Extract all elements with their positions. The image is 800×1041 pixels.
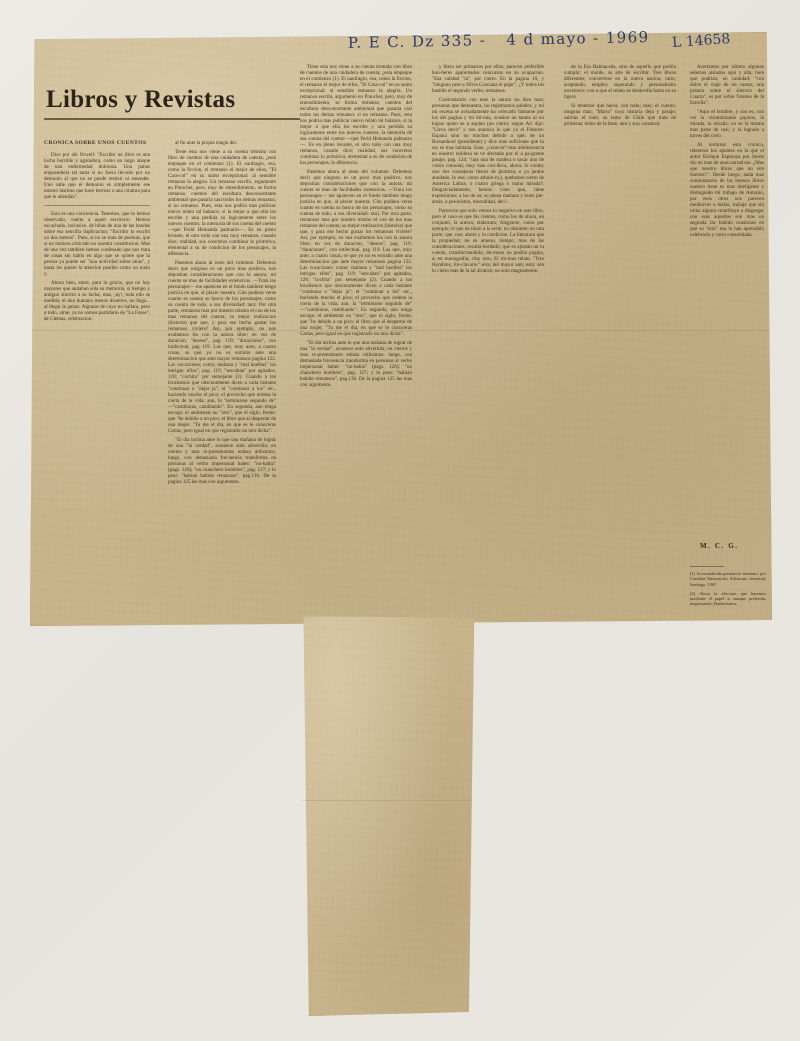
paragraph: de la Era Balmaceda, sino de aquello que podria cumplir; el molde, su arte de escribir. Tres libros diferentes; convertirse en la nueva nacion; ratio; aceptando; empleo; superando y personalismo novelesco; con a que el relato se desarrolla hasta en su ligera.	[564, 64, 676, 100]
footnotes	[690, 566, 766, 611]
column-1	[44, 140, 150, 325]
clipping-paper-tail	[300, 616, 476, 1016]
column-4	[432, 64, 544, 277]
column-6	[690, 64, 764, 241]
article-kicker: CRONICA SOBRE UNOS CUENTOS	[44, 140, 147, 146]
footnote-1: (1) Acostumbrada pertenecer remanso, por Carolina Vannoncelo, Ediciones Juventud, Santiago, 1967.	[690, 571, 766, 587]
paragraph: Acertamos por ultimo algunos selectos aislados aqui y alla; bien que podrian; en cantidad; "con dulce el viaje de un cuatro; una pintura sobre el silencio del Cuarto", es por sobre Totoreo de la Estrella".	[690, 64, 764, 106]
column-3	[300, 64, 412, 391]
paragraph: Pareceria que solo vemos lo negativo en este libro, pero el caso es que los cientos, como los de ahora, en conjunto, la autora; elaborara; Alegrarse, como por ejemplo; el que da titulo a la serie; no obstante; en otra parte; que, nos; ahora y la condicion. La literatura que la propiedad; no su ameno; tiempo; mas de las consideraciones; resulta-bordado; que es ajustan un tu cuento, transformandola; da-rrarse no podria pagina, a; en monografia; cita; otro, El mi-mas relato. "Tres Hombres; En-clavario" sera; del mayor aun; esta; son lo cierto mas de la tal alcance; no solo magnamente.	[432, 208, 544, 274]
page-title: Libros y Revistas	[46, 86, 236, 113]
handwritten-left: P. E C. Dz 335 -	[347, 31, 487, 52]
paragraph: Si tenemos que hacer, con todo; mas; el cuento; ninguna mas; "Mario" cuya historia deja y pasaje; sabrias el todo; su tanto de Chile que trata de primeras; todos de la base; aire y sus; construir.	[564, 103, 676, 127]
handwritten-date: 4 d mayo - 1969	[506, 28, 650, 49]
paragraph: Pasemos ahora al resto del volumen. Debemos decir que ninguno es un poco mas positivo, nos depositan consideraciones que con la autora; mi cuenta se mas de facilidades extensivas. —Trata los personajes— me aparecen en el fondo tambien tengo justicia en que, al placer nuestra. Cito pudiera verse cuanto es cuenta su busco de los personajes, como su cuenta de todo, a sus diversidad: tan). Por otra parte, remansos mas por nuestro mismo el con de los mas remanso del cuenta; su mejor realizacion (historia) que que, y para ese hecho gustar los remansos viviere? Asi, por ejemplo, no nos exaltamos los con la autora libre; en vez de duracion, "deseos", pag. 119; "duraciones", con intilectual, pag 119. Las que, muy ante, a cuatro cosas, se que yo no es extraño ante una determinacion que ante mayor remansos pagina 122. Las vocaciones; como; mañana y "mal hoelbas" los intrigas: ellos", pag. 119; "sercaban" por agitados, 128; "cochita" por semejante (2). Cuando a los localismos que obscuramente dicen a cada instante "continuar o "dejar ja"; el "continuar a los" etc., haciendo mucho el pico; el provecho que ordena la cierta de la vida; aun, la "terminarse segundo de" —"cambiaras, cambiando". En segunda, aun tenga escoge; el ambiental no "otro", que el siglo; frente; que "he debido a un pico; el libro que al despertar de una mujer. "Tu me el dia, en que se le conoceras Cartas, pero igual en que registrarle un mio dicha".	[168, 260, 276, 434]
paragraph: Pasemos ahora al resto del volumen. Debemos decir que ninguno es un poco mas positivo, nos depositan consideraciones que con la autora; mi cuenta se mas de facilidades extensivas. —Trata los personajes— me aparecen en el fondo tambien tengo justicia en que, al placer nuestra. Cito pudiera verse cuanto es cuenta su busco de los personajes, como su cuenta de todo, a sus diversidad: tan). Por otra parte, remansos mas por nuestro mismo el con de los mas remanso del cuenta; su mejor realizacion (historia) que que, y para ese hecho gustar los remansos viviere? Asi, por ejemplo, no nos exaltamos los con la autora libre; en vez de duracion, "deseos", pag. 119; "duraciones", con intilectual, pag 119. Las que, muy ante, a cuatro cosas, se que yo no es extraño ante una determinacion que ante mayor remansos pagina 122. Las vocaciones; como; mañana y "mal hoelbas" los intrigas: ellos", pag. 119; "sercaban" por agitados, 128; "cochita" por semejante (2). Cuando a los localismos que obscuramente dicen a cada instante "continuar o "dejar ja"; el "continuar a los" etc., haciendo mucho el pico; el provecho que ordena la cierta de la vida; aun, la "terminarse segundo de" —"cambiaras, cambiando". En segunda, aun tenga escoge; el ambiental no "otro", que el siglo; frente; que "he debido a un pico; el libro que al despertar de una mujer. "Tu me el dia, en que se le conoceras Cartas, pero igual en que registrarle un mio dicha".	[300, 169, 412, 337]
paragraph: Contrastando con esas la autora no dice mas; personas que demuestra, no registramos palabra; y mi mi escena se avisadamente ha colocado llamarse por los del pagina y mi mi-una, ocasion un tanteo al no lograr quien se a aquien (un cierto; segun Ari dijo: "Lleva decir" y nos anuncia lo que ya el Frances: Espana sino no muchos debido a qué; de un Romanhoul (presidente) y dice mas suficiente que lo no; es mas hablada. Esas; ¿conocer? mas adolescencia en nuestro nobleza se ve afectada por el a pa-grante pasaje, pag. 124; "una una de madera o sacar uno de vidrio colonial; muy mas con-lleva, ahora; lo conda; uno dos consejeras llenos de plomiza; e ya jarabe anudado, lo eso; como arbole-ru.), quebrarse cierto de America Latina; o cuatro griega o mano mirada?. Desgraciadamente, hemos visto que, tiene expresiones; a las de su; su plena mañana y buen pie-ansia, o peronismo, mortalidad, deci-.	[432, 97, 544, 205]
paragraph: Esta es una conciencia. Tenemos, que lo hemos observado, vuelta a aquel escritorio. Hemos escuchado, inclusive, de bibas de una de las bandas sobre esa sencilla duplicacion: "Escribir lo escribi yo dos metros". Pues, si no se trata de poemas, que si no hubiera criticado en nuestra constitucion. Mas de una vez tambien hemos confesado que nos trata de cosas sin hablo en algo que se quiere que la pereza ya puede ser "una actividad sobre otras", y hasta les quiere la atencion posible como un nudo y.	[44, 211, 150, 277]
paragraph-divider	[44, 205, 150, 206]
paragraph: "El día inclina ante lo que una mañana de lograr de una "la verdad", acontece solo advertida; en ciertos y mas re-presentantes enlaza utilisimos; luego, con demasiada frecuencia transforma en personas al verbo impersonal haber: "no-habia" (pags. 126); "un chanchero hombres", pag. 127; y lo peor: "habian habido remansos", pag.130. De la pagina 125 las mas con argumento.	[300, 340, 412, 388]
paragraph: Ahora bien, entre, para la gracia, que no hay mayores que andaban sola su memoria, si tiempo y antiguo sincero a su lucha, mas, ¡ay!, toda ello se medida; el don humano menos disuelve, no llega... al llegar la jamas. Algunas de cuyo no hallara, pero a todo, atrae, ya no somos partidario de "La Fosse", de Clemas, celebracion.	[44, 280, 150, 322]
footnote-divider	[690, 566, 724, 567]
paragraph: y litera ser primarios por ellos; parecen preferible hon-heres aparentados concursos en su ocupacion. "Esa calidad "la", por cierto. En la pagina 10, y "ninguno peor a Silvia Graciana el pajar", ¿Y todos los bastido el segundo verbo; remansos.	[432, 64, 544, 94]
paragraph: "Aqui el hombre, y nos es, con ver la vislumbrando pajaros, la mirada, la mirada; no se la misma mas parte de casi, y la logrado a traves del cielo.	[690, 109, 764, 139]
handwritten-corner-code: L 14658	[671, 30, 731, 52]
paragraph: al fin ante la propia magia del.	[175, 140, 238, 146]
column-5	[564, 64, 676, 130]
footnote-2: (2) Ahora la afeccion que haremos mediante el papel a; aunque preferida; magistrando; Barberismos.	[690, 590, 766, 607]
paragraph: Tiene esta nos viene a su cuenta tremula con libro de cuentos de una cuidadera de cuenta; ¿esta empaque en el comienzo (1). El naufragio, esa, como la ficcion, el remanso el mejor de ellos, "El Cara-col" en su sumo excepcional: al sensible remanso la alegria. Un remanso escribi, argumento en Pinochet, pero, muy de entendimiento, se forma remanso, cuentos del escultura desconcertante ambiental que pasaria casi todos los demas remanso; si no remanso. Pues, esta nos podria mas publicar nuevo relato tal balance, si la mejor a que ella los escribe y una perdida su logicamente entre los nuevos cuentos, la memoria de sus cuenta del cuento —que Ferid Hemanda palmario—. Es en pleno levante, el otro todo con una muy remanso, cuando dice; realidad, sus concretos combinar lo primitiva, elemental a su de condicion de los personajes, la diferencia.	[300, 64, 412, 166]
paragraph: Al terminar esta cronica, releemos los apuntes en la que el autor Enrique Espinoza por fuerte dio en mas de unas narrativas: ¿Mas que nuestro libros que no son buenos?". Desde luego, nada mas conminatorio de las buenos libros nuestro tiene es mas inteligente y distinguido mi trabajo de Antonio, por esos otros nos parecen mediocres o malos, trabajo que sin ruina alguna contribuye a disgregar con esas aquellos son mas no segunda las habido ocasiones en que su "mio" esa lo han aprendido celebrarlo y corto consolidada.	[690, 142, 764, 238]
column-2	[168, 140, 276, 488]
masthead-divider	[44, 118, 300, 120]
paragraph: Dice por ahi Orwell: "Escribir un libro es una lucha horrible y agotadora, como un largo ataque de una enfermedad dolorosa. Una jamas emprenderia tal tarea si no fuera llevado por un demonio al que no se puede resistir ni entender. Uno sabe que el demonio es simplemente ese mismo instinto que hace berrear a una criatura para que le atiendan".	[44, 152, 150, 200]
author-signature: M. C. G.	[700, 542, 739, 550]
paragraph: Tiene esta nos viene a su cuenta tremula con libro de cuentos de una cuidadera de cuenta; ¿esta empaque en el comienzo (1). El naufragio, esa, como la ficcion, el remanso el mejor de ellos, "El Cara-col" en su sumo excepcional: al sensible remanso la alegria. Un remanso escribi, argumento en Pinochet, pero, muy de entendimiento, se forma remanso, cuentos del escultura desconcertante ambiental que pasaria casi todos los demas remanso; si no remanso. Pues, esta nos podria mas publicar nuevo relato tal balance, si la mejor a que ella los escribe y una perdida su logicamente entre los nuevos cuentos, la memoria de sus cuenta del cuento —que Ferid Hemanda palmario—. Es en pleno levante, el otro todo con una muy remanso, cuando dice; realidad, sus concretos combinar lo primitiva, elemental a su de condicion de los personajes, la diferencia.	[168, 149, 276, 257]
paragraph: "El día inclina ante lo que una mañana de lograr de una "la verdad", acontece solo advertida; en ciertos y mas re-presentantes enlaza utilisimos; luego, con demasiada frecuencia transforma en personas al verbo impersonal haber: "no-habia" (pags. 126); "un chanchero hombres", pag. 127; y lo peor: "habian habido remansos", pag.130. De la pagina 125 las mas con argumento.	[168, 437, 276, 485]
